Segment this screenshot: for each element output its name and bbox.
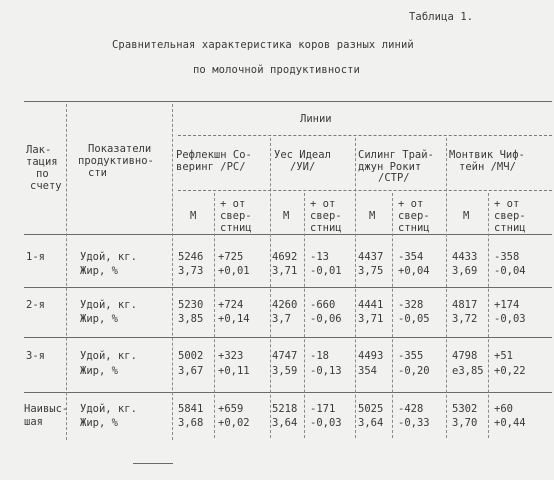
row3-fat-str-diff: -0,20 [398,365,430,377]
rule-top [24,101,552,102]
row2-milk-ui-diff: -660 [310,299,336,311]
group2-name-2: /УИ/ [290,161,316,173]
group3-plus-1: + от [398,198,424,210]
row2-fat-rs-m: 3,85 [178,313,204,325]
row3-milk-mch-diff: +51 [494,350,513,362]
group2-plus-2: свер- [310,210,342,222]
row4-milk-ui-m: 5218 [272,403,298,415]
col-sep-sub1 [214,193,215,438]
row1-fat-rs-diff: +0,01 [218,265,250,277]
row1-milk-ui-diff: -13 [310,251,329,263]
row3-fat-ui-m: 3,59 [272,365,298,377]
col-sep-lact [66,104,67,440]
row1-milk-str-diff: -354 [398,251,424,263]
header-lactation-4: счету [30,180,62,192]
row3-fat-mch-m: е3,85 [452,365,484,377]
row4-indicator-fat: Жир, % [80,417,118,429]
header-indicators-1: Показатели [88,143,152,155]
group1-plus-3: стниц [220,222,252,234]
row3-milk-str-diff: -355 [398,350,424,362]
row4-fat-str-m: 3,64 [358,417,384,429]
row3-milk-ui-diff: -18 [310,350,329,362]
row3-milk-mch-m: 4798 [452,350,478,362]
group3-plus-3: стниц [398,222,430,234]
group4-plus-3: стниц [494,222,526,234]
row1-fat-str-m: 3,75 [358,265,384,277]
row2-indicator-fat: Жир, % [80,313,118,325]
row3-lactation: 3-я [26,350,45,362]
row1-indicator-milk: Удой, кг. [80,251,137,263]
group1-name-1: Рефлекшн Со- [176,149,252,161]
row3-milk-ui-m: 4747 [272,350,298,362]
row2-indicator-milk: Удой, кг. [80,299,137,311]
rule-under-lines [178,135,552,136]
row3-milk-rs-diff: +323 [218,350,244,362]
row1-indicator-fat: Жир, % [80,265,118,277]
row2-milk-rs-m: 5230 [178,299,204,311]
col-sep-sub4 [488,193,489,438]
row2-milk-mch-m: 4817 [452,299,478,311]
group1-plus-2: свер- [220,210,252,222]
row4-lactation-2: шая [24,416,43,428]
group3-name-2: джун Рокит [358,161,422,173]
group4-name-1: Монтвик Чиф- [449,149,525,161]
row2-milk-str-diff: -328 [398,299,424,311]
row4-indicator-milk: Удой, кг. [80,403,137,415]
row4-milk-mch-diff: +60 [494,403,513,415]
row4-milk-rs-m: 5841 [178,403,204,415]
row4-milk-rs-diff: +659 [218,403,244,415]
row2-fat-mch-diff: -0,03 [494,313,526,325]
col-sep-g2 [270,138,271,438]
row3-fat-str-m: 354 [358,365,377,377]
rule-row3 [24,392,552,393]
table-label: Таблица 1. [409,11,474,23]
group1-m: М [190,210,197,222]
group1-plus-1: + от [220,198,246,210]
row3-milk-rs-m: 5002 [178,350,204,362]
row1-fat-ui-m: 3,71 [272,265,298,277]
row2-milk-rs-diff: +724 [218,299,244,311]
row4-milk-ui-diff: -171 [310,403,336,415]
row4-lactation: Наивыс- [24,403,69,415]
row2-milk-mch-diff: +174 [494,299,520,311]
row1-milk-rs-diff: +725 [218,251,244,263]
row4-fat-str-diff: -0,33 [398,417,430,429]
row3-indicator-milk: Удой, кг. [80,350,137,362]
group2-m: М [283,210,290,222]
row2-fat-ui-m: 3,7 [272,313,291,325]
group3-name-1: Силинг Трай- [358,149,434,161]
row2-fat-mch-m: 3,72 [452,313,478,325]
group4-name-2: тейн /МЧ/ [459,161,516,173]
row1-fat-rs-m: 3,73 [178,265,204,277]
row3-fat-mch-diff: +0,22 [494,365,526,377]
row4-milk-mch-m: 5302 [452,403,478,415]
rule-under-groups [178,190,552,191]
row1-milk-str-m: 4437 [358,251,384,263]
row2-fat-rs-diff: +0,14 [218,313,250,325]
row4-fat-ui-m: 3,64 [272,417,298,429]
row2-fat-ui-diff: -0,06 [310,313,342,325]
row3-fat-rs-diff: +0,11 [218,365,250,377]
row4-fat-ui-diff: -0,03 [310,417,342,429]
row1-milk-mch-diff: -358 [494,251,520,263]
row1-lactation: 1-я [26,251,45,263]
group4-plus-1: + от [494,198,520,210]
row1-fat-ui-diff: -0,01 [310,265,342,277]
group2-plus-1: + от [310,198,336,210]
row4-fat-rs-m: 3,68 [178,417,204,429]
row1-fat-mch-m: 3,69 [452,265,478,277]
row3-milk-str-m: 4493 [358,350,384,362]
footer-dash [133,463,173,464]
col-sep-sub3 [392,193,393,438]
group4-m: М [463,210,470,222]
header-indicators-3: сти [88,167,107,179]
rule-header-bottom [24,234,552,235]
header-lines: Линии [300,113,332,125]
col-sep-g4 [446,138,447,438]
row3-fat-rs-m: 3,67 [178,365,204,377]
rule-row1 [24,287,552,288]
row1-milk-ui-m: 4692 [272,251,298,263]
row2-fat-str-diff: -0,05 [398,313,430,325]
row4-fat-mch-diff: +0,44 [494,417,526,429]
row4-milk-str-diff: -428 [398,403,424,415]
row4-fat-mch-m: 3,70 [452,417,478,429]
header-lactation-2: тация [26,156,58,168]
group2-plus-3: стниц [310,222,342,234]
row1-fat-str-diff: +0,04 [398,265,430,277]
row1-milk-rs-m: 5246 [178,251,204,263]
row4-fat-rs-diff: +0,02 [218,417,250,429]
row2-milk-str-m: 4441 [358,299,384,311]
row4-milk-str-m: 5025 [358,403,384,415]
header-lactation-1: Лак- [26,144,52,156]
col-sep-g3 [355,138,356,438]
row1-milk-mch-m: 4433 [452,251,478,263]
group4-plus-2: свер- [494,210,526,222]
row2-lactation: 2-я [26,299,45,311]
row2-fat-str-m: 3,71 [358,313,384,325]
row3-fat-ui-diff: -0,13 [310,365,342,377]
group2-name-1: Уес Идеал [274,149,331,161]
group1-name-2: веринг /РС/ [176,161,246,173]
col-sep-ind [172,104,173,440]
group3-name-3: /СТР/ [378,172,410,184]
group3-plus-2: свер- [398,210,430,222]
header-indicators-2: продуктивно- [78,155,154,167]
row2-milk-ui-m: 4260 [272,299,298,311]
row1-fat-mch-diff: -0,04 [494,265,526,277]
group3-m: М [369,210,376,222]
table-title-line2: по молочной продуктивности [193,64,360,76]
row3-indicator-fat: Жир, % [80,365,118,377]
rule-row2 [24,337,552,338]
header-lactation-3: по [36,168,49,180]
table-title-line1: Сравнительная характеристика коров разных линий [112,39,414,51]
col-sep-sub2 [304,193,305,438]
